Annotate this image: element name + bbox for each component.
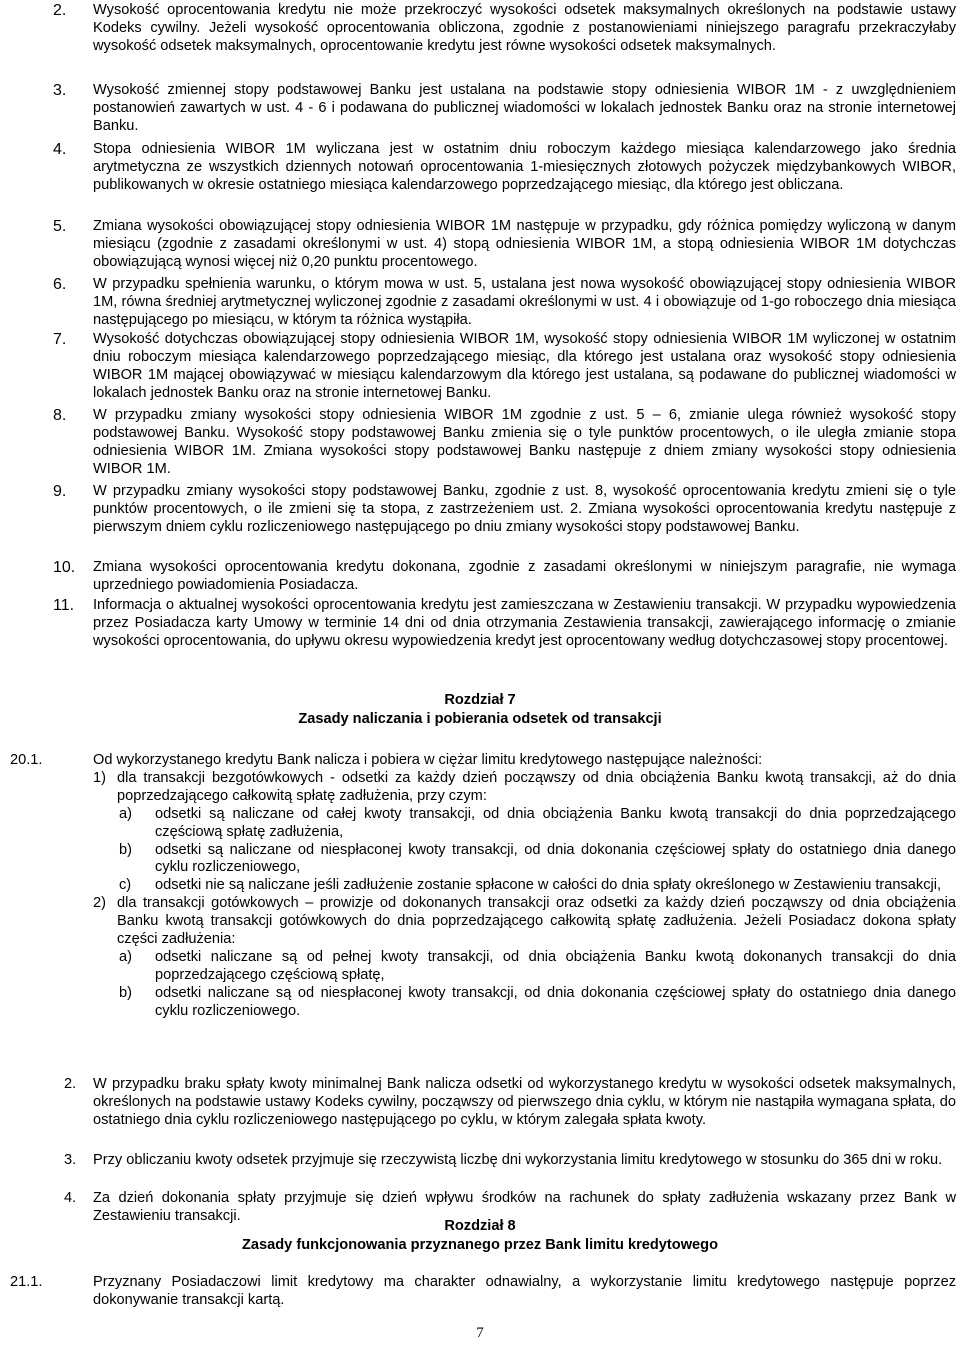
chapter-subtitle: Zasady naliczania i pobierania odsetek od transakcji [298,710,662,727]
chapter-heading [0,1217,960,1254]
paragraph-item-6 [53,276,956,330]
item-number: 11. [53,597,75,614]
item-text: Wysokość oprocentowania kredytu nie może przekroczyć wysokości odsetek maksymalnych określonych na podstawie ustawy Kodeks cywilny. Jeżeli wysokość oprocentowania obliczona, zgodnie z postanowieniami niniejszego paragrafu przekraczyłaby wysokość odsetek maksymalnych, oprocentowanie kredytu jest równe wysokości odsetek maksymalnych. [93,2,956,54]
item-text: Za dzień dokonania spłaty przyjmuje się dzień wpływu środków na rachunek do spłaty zadłużenia wskazany przez Bank w Zestawieniu transakcji. [93,1190,956,1224]
paragraph-item-9 [53,483,956,537]
item-number: 3. [53,82,67,99]
item-number: 8. [53,407,67,424]
point-text: dla transakcji bezgotówkowych - odsetki za każdy dzień począwszy od dnia obciążenia Banku kwotą transakcji, aż do dnia poprzedzającego całkowitą spłatę zadłużenia, przy czym: [117,769,956,804]
section-text: Przyznany Posiadaczowi limit kredytowy ma charakter odnawialny, a wykorzystanie limitu kredytowego następuje poprzez dokonywanie transakcji kartą. [93,1274,956,1308]
item-number: 6. [53,276,67,293]
paragraph-item-7 [53,331,956,403]
section-number: 21.1. [10,1274,43,1290]
letter-item-a [93,949,956,985]
letter-number: b) [119,984,132,1001]
letter-text: odsetki naliczane są od pełnej kwoty transakcji, od dnia obciążenia Banku kwotą dokonanych transakcji do dnia poprzedzającego częściową spłatę, [155,948,956,983]
letter-item-c [93,877,956,895]
item-text: Przy obliczaniu kwoty odsetek przyjmuje się rzeczywistą liczbę dni wykorzystania limitu kredytowego w stosunku do 365 dni w roku. [93,1152,943,1168]
letter-number: b) [119,841,132,858]
letter-number: c) [119,877,132,894]
item-number: 7. [53,331,67,348]
item-text: Zmiana wysokości obowiązującej stopy odniesienia WIBOR 1M następuje w przypadku, gdy różnica pomiędzy wyliczoną w danym miesiącu (zgodnie z zasadami określonymi w ust. 4) stopą odniesienia WIBOR 1M, a stopą odniesienia WIBOR 1M dotychczas obowiązującą wynosi więcej niż 0,20 punktu procentowego. [93,218,956,270]
point-1 [93,770,956,806]
item-number: 4. [64,1190,77,1206]
section-item-3 [0,1152,956,1170]
item-number: 9. [53,483,67,500]
item-text: Wysokość zmiennej stopy podstawowej Banku jest ustalana na podstawie stopy odniesienia WIBOR 1M - z uwzględnieniem postanowień zawartych w ust. 4 - 6 i podawana do publicznej wiadomości w lokalach jednostek Banku oraz na stronie internetowej Banku. [93,82,956,134]
paragraph-item-10 [53,559,956,595]
letter-item-b [93,842,956,878]
item-text: Informacja o aktualnej wysokości oprocentowania kredytu jest zamieszczana w Zestawieniu transakcji. W przypadku wypowiedzenia przez Posiadacza karty Umowy w terminie 14 dni od dnia otrzymania Zestawienia transakcji, zawierającego informację o zmianie wysokości oprocentowania, do upływu okresu wypowiedzenia kredyt jest oprocentowany według dotychczasowej stopy procentowej. [93,597,956,649]
letter-text: odsetki nie są naliczane jeśli zadłużenie zostanie spłacone w całości do dnia spłaty określonego w Zestawieniu transakcji, [155,877,942,894]
section-paragraph [0,1274,956,1310]
chapter-subtitle: Zasady funkcjonowania przyznanego przez Bank limitu kredytowego [241,1236,718,1253]
item-text: W przypadku zmiany wysokości stopy odniesienia WIBOR 1M zgodnie z ust. 5 – 6, zmianie ulega również wysokość stopy podstawowej Banku. Wysokość stopy podstawowej Banku zmienia się o tyle punktów procentowych, o ile uległa zmianie stopa odniesienia WIBOR 1M. Zmiana wysokości stopy podstawowej Banku następuje z dniem zmiany wysokości stopy odniesienia WIBOR 1M. [93,407,956,477]
item-number: 5. [53,218,67,235]
paragraph-item-4 [53,141,956,195]
point-number: 1) [93,769,106,786]
paragraph-item-2 [53,2,956,56]
item-number: 4. [53,141,67,158]
section-paragraph [0,752,956,1021]
paragraph-item-5 [53,218,956,272]
item-text: W przypadku zmiany wysokości stopy podstawowej Banku, zgodnie z ust. 8, wysokość oprocentowania kredytu zmieni się o tyle punktów procentowych, o ile zmieni się ta stopa, z zastrzeżeniem ust. 2. Zmiana wysokości oprocentowania kredytu następuje z pierwszym dniem cyklu rozliczeniowego następującego po dniu zmiany wysokości stopy podstawowej Banku. [93,483,956,535]
letter-item-b [93,985,956,1021]
item-number: 2. [53,2,67,19]
paragraph-item-11 [53,597,956,651]
item-text: Wysokość dotychczas obowiązującej stopy odniesienia WIBOR 1M, wysokość stopy odniesienia WIBOR 1M wyliczonej w ostatnim dniu roboczym miesiąca kalendarzowego poprzedzającego miesiąc, dla którego jest ustalana oraz wysokość stopy odniesienia WIBOR 1M mającej obowiązywać w miesiącu kalendarzowym dla którego jest ustalana, są podawane do publicznej wiadomości w lokalach jednostek Banku oraz na stronie internetowej Banku. [93,331,956,401]
item-number: 2. [64,1076,77,1092]
point-text: dla transakcji gotówkowych – prowizje od dokonanych transakcji oraz odsetki za każdy dzień począwszy od dnia obciążenia Banku kwotą transakcji gotówkowych do dnia poprzedzającego całkowitą spłatę zadłużenia. Jeżeli Posiadacz dokona spłaty części zadłużenia: [117,895,956,948]
chapter-title: Rozdział 7 [444,692,516,708]
letter-number: a) [119,948,132,965]
paragraph-item-8 [53,407,956,479]
item-text: W przypadku braku spłaty kwoty minimalnej Bank nalicza odsetki od wykorzystanego kredytu w wysokości odsetek maksymalnych, określonych na podstawie ustawy Kodeks cywilny, począwszy od pierwszego dnia cyklu, w którym nie nastąpiła wymagana spłata, do ostatniego dnia cyklu rozliczeniowego następującego po cyklu, w którym zalegała spłata kwoty. [93,1076,956,1128]
letter-item-a [93,806,956,842]
item-number: 10. [53,559,76,576]
letter-text: odsetki są naliczane od całej kwoty transakcji, od dnia obciążenia Banku kwotą transakcji do dnia poprzedzającego częściową spłatę zadłużenia, [155,805,956,840]
paragraph-item-3 [53,82,956,136]
item-text: Zmiana wysokości oprocentowania kredytu dokonana, zgodnie z zasadami określonymi w niniejszym paragrafie, nie wymaga uprzedniego powiadomienia Posiadacza. [93,559,956,593]
item-text: Stopa odniesienia WIBOR 1M wyliczana jest w ostatnim dniu roboczym każdego miesiąca kalendarzowego jako średnia arytmetyczna ze wszystkich dziennych notowań oprocentowania 1-miesięcznych złotowych pożyczek międzybankowych WIBOR, publikowanych w okresie ostatniego miesiąca kalendarzowego poprzedzającego miesiąc, dla którego jest obliczana. [93,141,956,193]
section-number: 20.1. [10,752,43,768]
section-item-2 [0,1076,956,1130]
chapter-title: Rozdział 8 [444,1218,516,1234]
point-number: 2) [93,895,106,912]
letter-text: odsetki są naliczane od niespłaconej kwoty transakcji, od dnia dokonania częściowej spłaty do ostatniego dnia danego cyklu rozliczeniowego, [155,841,956,876]
section-intro: Od wykorzystanego kredytu Bank nalicza i pobiera w ciężar limitu kredytowego następujące należności: [93,752,763,768]
letter-number: a) [119,805,132,822]
page-number: 7 [476,1325,484,1341]
item-number: 3. [64,1152,77,1168]
chapter-heading [0,691,960,728]
point-2 [93,895,956,949]
item-text: W przypadku spełnienia warunku, o którym mowa w ust. 5, ustalana jest nowa wysokość obowiązującej stopy odniesienia WIBOR 1M, równa średniej arytmetycznej wyliczonej zgodnie z zasadami określonymi w ust. 4 i obowiązuje od 1-go roboczego dnia miesiąca następującego po miesiącu, w którym ta różnica wystąpiła. [93,276,956,328]
letter-text: odsetki naliczane są od niespłaconej kwoty transakcji, od dnia dokonania częściowej spłaty do ostatniego dnia danego cyklu rozliczeniowego. [155,984,956,1019]
